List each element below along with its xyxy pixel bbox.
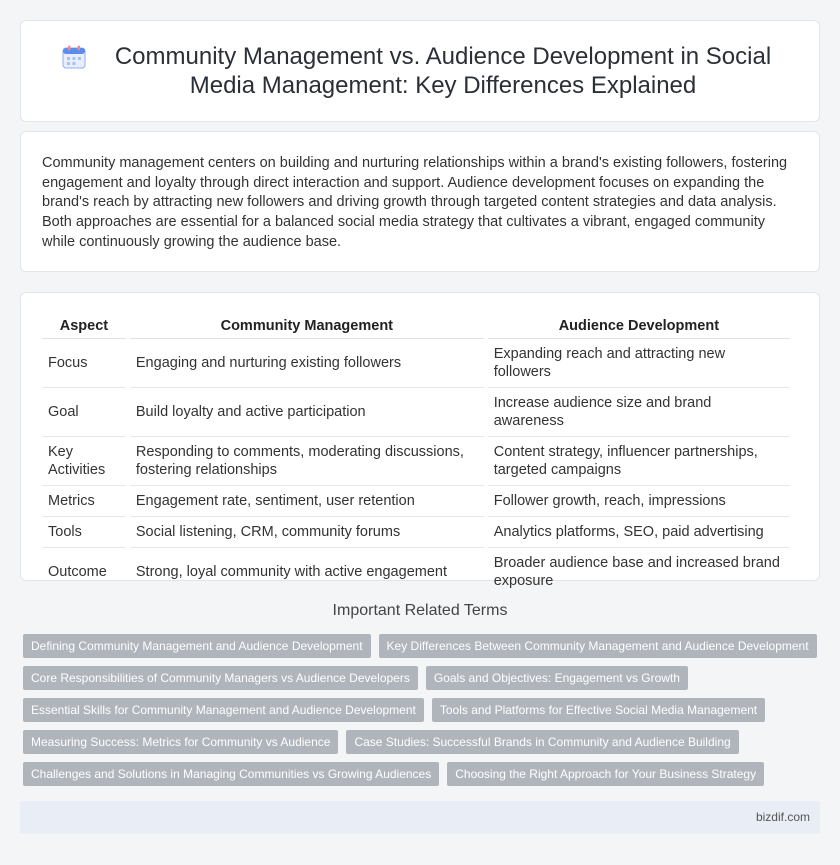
table-row	[42, 339, 790, 388]
row-audience: Content strategy, influencer partnerships, targeted campaigns	[488, 437, 790, 486]
intro-paragraph: Community management centers on building and nurturing relationships within a brand's existing followers, fostering engagement and loyalty through direct interaction and support. Audience development focuses on expanding the brand's reach by attracting new followers and driving growth through targeted content strategies and data analysis. Both approaches are essential for a balanced social media strategy that cultivates a vibrant, engaged community while continuously growing the audience base.	[42, 155, 788, 250]
title-wrap	[21, 21, 819, 121]
page-title: Community Management vs. Audience Development in Social Media Management: Key Differences Explained	[114, 43, 772, 99]
row-audience: Analytics platforms, SEO, paid advertising	[488, 517, 790, 548]
row-audience: Expanding reach and attracting new followers	[488, 339, 790, 388]
row-community: Engagement rate, sentiment, user retention	[130, 486, 484, 517]
row-community: Social listening, CRM, community forums	[130, 517, 484, 548]
table-row	[42, 388, 790, 437]
related-term-tag[interactable]: Case Studies: Successful Brands in Community and Audience Building	[346, 730, 738, 754]
row-aspect: Key Activities	[42, 437, 126, 486]
related-term-tag[interactable]: Tools and Platforms for Effective Social Media Management	[432, 698, 765, 722]
table-row	[42, 486, 790, 517]
header-aspect: Aspect	[42, 307, 126, 339]
related-term-tag[interactable]: Core Responsibilities of Community Managers vs Audience Developers	[23, 666, 418, 690]
related-terms-heading: Important Related Terms	[332, 602, 508, 619]
related-term-tag[interactable]: Defining Community Management and Audience Development	[23, 634, 371, 658]
comparison-table	[38, 307, 794, 596]
header-audience-development: Audience Development	[488, 307, 790, 339]
related-term-tag[interactable]: Choosing the Right Approach for Your Business Strategy	[447, 762, 764, 786]
title-card	[20, 20, 820, 122]
related-term-tag[interactable]: Goals and Objectives: Engagement vs Growth	[426, 666, 688, 690]
footer-bar	[20, 801, 820, 834]
intro-card	[20, 131, 820, 272]
row-audience: Broader audience base and increased brand exposure	[493, 555, 780, 589]
row-aspect: Focus	[42, 339, 126, 388]
row-aspect: Metrics	[42, 486, 126, 517]
site-link[interactable]: bizdif.com	[755, 810, 810, 824]
row-audience: Follower growth, reach, impressions	[488, 486, 790, 517]
comparison-card	[20, 292, 820, 589]
related-term-tag[interactable]: Key Differences Between Community Management and Audience Development	[379, 634, 817, 658]
table-row	[42, 548, 790, 596]
row-aspect: Tools	[42, 517, 126, 548]
table-header-row	[42, 307, 790, 339]
row-aspect: Outcome	[48, 564, 107, 580]
related-term-tag[interactable]: Measuring Success: Metrics for Community vs Audience	[23, 730, 338, 754]
table-row	[42, 517, 790, 548]
related-term-tag[interactable]: Essential Skills for Community Management and Audience Development	[23, 698, 424, 722]
header-community-management: Community Management	[130, 307, 484, 339]
row-audience: Increase audience size and brand awareness	[488, 388, 790, 437]
row-community: Strong, loyal community with active engagement	[135, 564, 447, 580]
related-term-tag[interactable]: Challenges and Solutions in Managing Communities vs Growing Audiences	[23, 762, 439, 786]
row-aspect: Goal	[42, 388, 126, 437]
calendar-icon	[61, 44, 87, 70]
table-row	[42, 437, 790, 486]
row-community: Build loyalty and active participation	[130, 388, 484, 437]
row-community: Responding to comments, moderating discussions, fostering relationships	[130, 437, 484, 486]
related-terms-list	[23, 634, 823, 786]
row-community: Engaging and nurturing existing followers	[130, 339, 484, 388]
